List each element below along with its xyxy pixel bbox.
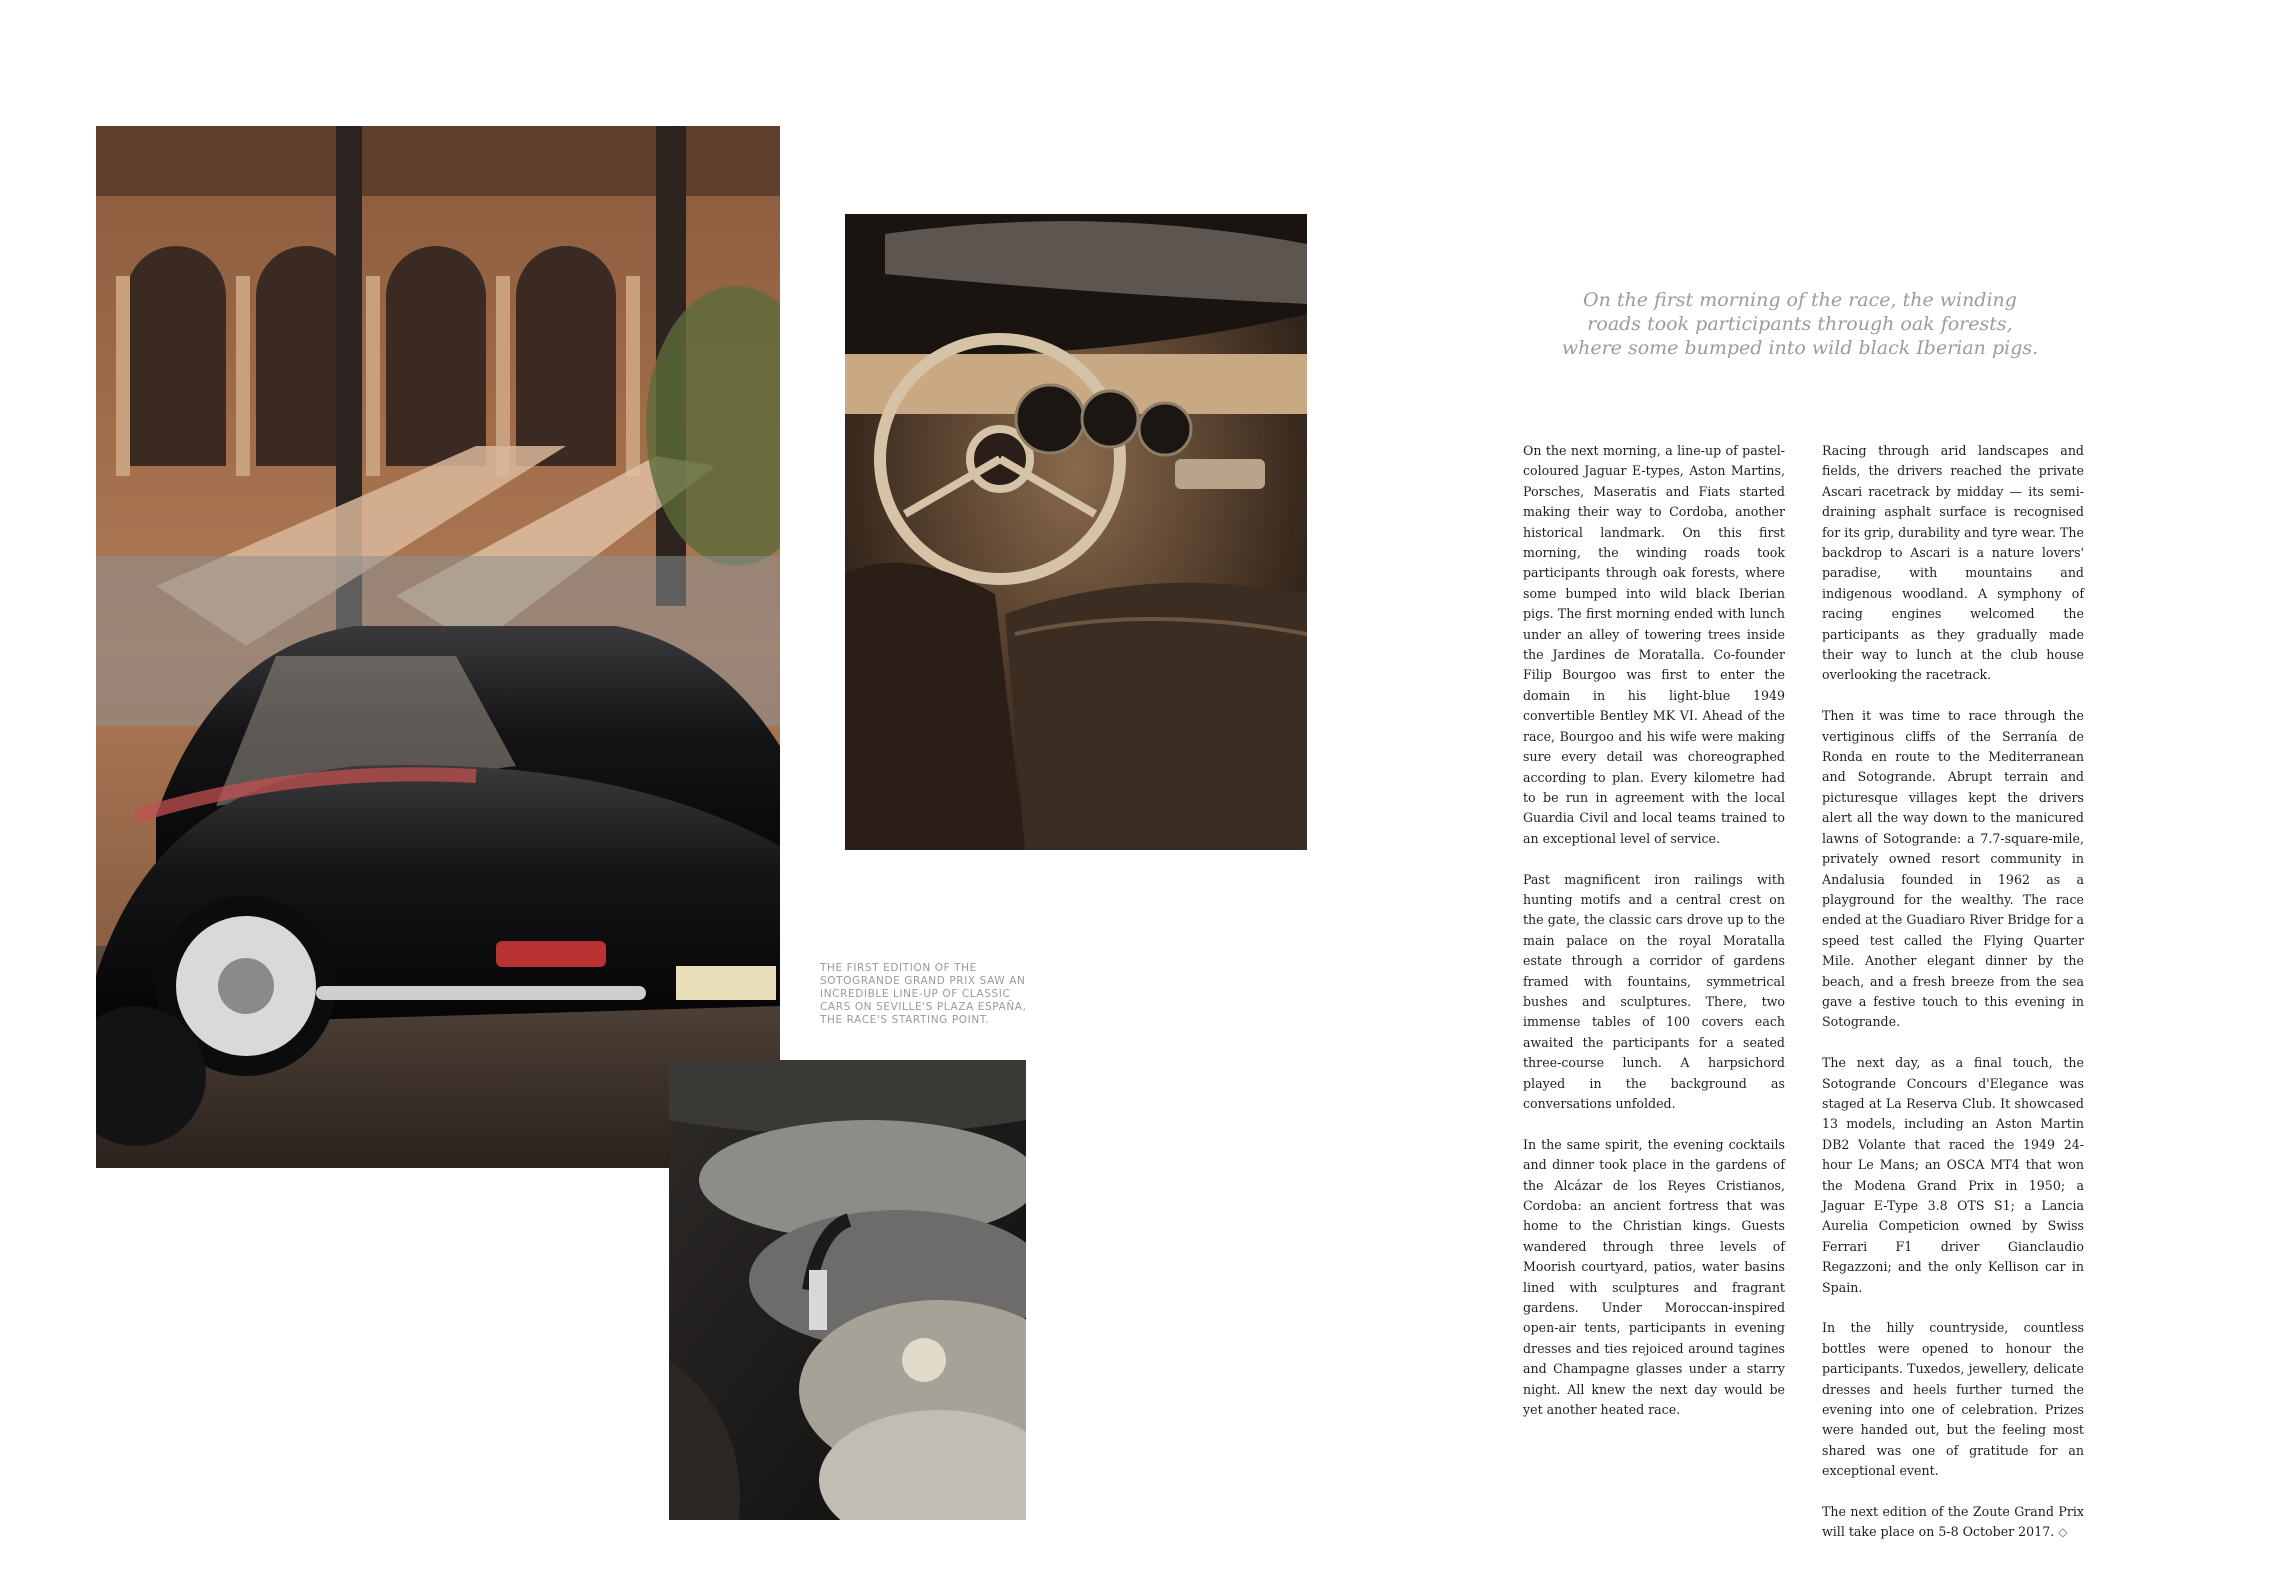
photo-row-of-cars: [669, 1060, 1026, 1520]
article-paragraph: Racing through arid landscapes and fields, the drivers reached the private Ascari racetrack by midday — its semi-draining asphalt surface is recognised for its grip, durability and tyre wear. The backdrop to Ascari is a nature lovers' paradise, with mountains and indigenous woodland. A symphony of racing engines welcomed the participants as they gradually made their way to lunch at the club house overlooking the racetrack.: [1822, 443, 2084, 683]
article-paragraph: In the hilly countryside, countless bottles were opened to honour the participants. Tuxedos, jewellery, delicate dresses and heels further turned the evening into one of celebration. Prizes were handed out, but the feeling most shared was one of gratitude for an exceptional event.: [1822, 1320, 2084, 1479]
photo-plaza-espana-cars: [96, 126, 780, 1168]
photo-caption: THE FIRST EDITION OF THE SOTOGRANDE GRAND PRIX SAW AN INCREDIBLE LINE-UP OF CLASSIC CARS ON SEVILLE'S PLAZA ESPAÑA, THE RACE'S STARTING POINT.: [820, 962, 1027, 1026]
end-mark-icon: ◇: [2058, 1525, 2068, 1540]
interior-photo-illustration: [845, 214, 1307, 850]
plaza-photo-illustration: [96, 126, 780, 1168]
article-paragraph: On the next morning, a line-up of pastel-coloured Jaguar E-types, Aston Martins, Porsches, Maseratis and Fiats started making their way to Cordoba, another historical landmark. On this first morning, the winding roads took participants through oak forests, where some bumped into wild black Iberian pigs. The first morning ended with lunch under an alley of towering trees inside the Jardines de Moratalla. Co-founder Filip Bourgoo was first to enter the domain in his light-blue 1949 convertible Bentley MK VI. Ahead of the race, Bourgoo and his wife were making sure every detail was choreographed according to plan. Every kilometre had to be run in agreement with the local Guardia Civil and local teams trained to an exceptional level of service.: [1523, 443, 1785, 846]
article-column-left: [1523, 441, 1785, 1441]
closing-text: The next edition of the Zoute Grand Prix will take place on 5-8 October 2017.: [1822, 1504, 2084, 1540]
article-column-right: [1822, 441, 2084, 1563]
article-paragraph: The next day, as a final touch, the Sotogrande Concours d'Elegance was staged at La Reserva Club. It showcased 13 models, including an Aston Martin DB2 Volante that raced the 1949 24-hour Le Mans; an OSCA MT4 that won the Modena Grand Prix in 1950; a Jaguar E-Type 3.8 OTS S1; a Lancia Aurelia Competicion owned by Swiss Ferrari F1 driver Gianclaudio Regazzoni; and the only Kellison car in Spain.: [1822, 1055, 2084, 1295]
row-photo-illustration: [669, 1060, 1026, 1520]
photo-car-interior: [845, 214, 1307, 850]
article-paragraph: Past magnificent iron railings with hunting motifs and a central crest on the gate, the classic cars drove up to the main palace on the royal Moratalla estate through a corridor of gardens framed with fountains, symmetrical bushes and sculptures. There, two immense tables of 100 covers each awaited the participants for a seated three-course lunch. A harpsichord played in the background as conversations unfolded.: [1523, 871, 1785, 1111]
pull-quote: On the first morning of the race, the winding roads took participants through oak forests, where some bumped into wild black Iberian pigs.: [1561, 289, 2039, 359]
article-closing-paragraph: [1822, 1502, 2084, 1543]
article-paragraph: Then it was time to race through the vertiginous cliffs of the Serranía de Ronda en route to the Mediterranean and Sotogrande. Abrupt terrain and picturesque villages kept the drivers alert all the way down to the manicured lawns of Sotogrande: a 7.7-square-mile, privately owned resort community in Andalusia founded in 1962 as a playground for the wealthy. The race ended at the Guadiaro River Bridge for a speed test called the Flying Quarter Mile. Another elegant dinner by the beach, and a fresh breeze from the sea gave a festive touch to this evening in Sotogrande.: [1822, 708, 2084, 1030]
article-paragraph: In the same spirit, the evening cocktails and dinner took place in the gardens of the Alcázar de los Reyes Cristianos, Cordoba: an ancient fortress that was home to the Christian kings. Guests wandered through three levels of Moorish courtyard, patios, water basins lined with sculptures and fragrant gardens. Under Moroccan-inspired open-air tents, participants in evening dresses and ties rejoiced around tagines and Champagne glasses under a starry night. All knew the next day would be yet another heated race.: [1523, 1136, 1785, 1418]
